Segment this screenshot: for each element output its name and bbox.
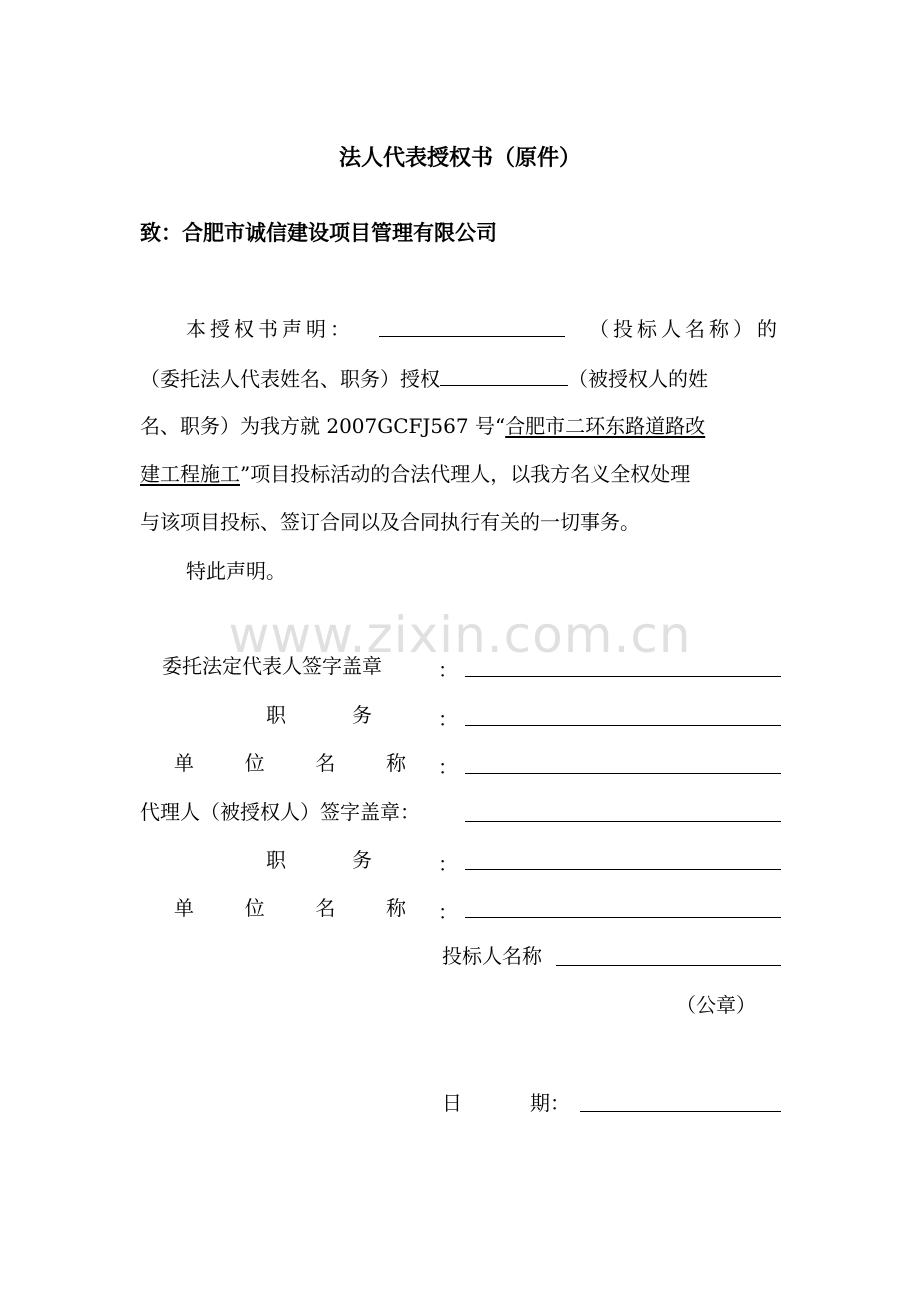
agent-position-line[interactable] — [465, 869, 781, 870]
unit-char: 单 — [174, 751, 194, 775]
agent-signature-line[interactable] — [465, 821, 781, 822]
agent-position-colon: ： — [438, 852, 458, 876]
agent-unit-label — [174, 893, 406, 923]
official-seal-label: （公章） — [676, 993, 756, 1017]
statement-closing: 特此声明。 — [186, 559, 286, 583]
agent-signature-label: 代理人（被授权人）签字盖章： — [140, 800, 420, 824]
bidder-name-hint: （投标人名称）的 — [589, 317, 781, 341]
project-reference: 名、职务）为我方就 2007GCFJ567 号“ — [140, 414, 506, 438]
date-char: 期： — [530, 1091, 570, 1115]
authorized-person-hint: （被授权人的姓 — [568, 367, 708, 391]
principal-hint: （委托法人代表姓名、职务）授权 — [140, 367, 440, 391]
date-label — [442, 1088, 570, 1118]
principal-unit-colon: ： — [438, 755, 458, 779]
principal-position-line[interactable] — [465, 725, 781, 726]
unit-char: 称 — [385, 896, 406, 920]
principal-position-colon: ： — [438, 707, 458, 731]
principal-position-label — [266, 700, 372, 730]
bidder-name-label: 投标人名称 — [442, 944, 542, 968]
date-char: 日 — [442, 1091, 462, 1115]
bidder-name-line[interactable] — [556, 965, 781, 966]
principal-signature-colon: ： — [438, 658, 458, 682]
statement-line-3 — [140, 411, 781, 441]
unit-char: 称 — [385, 751, 406, 775]
position-char: 职 — [266, 703, 286, 727]
unit-char: 单 — [174, 896, 194, 920]
statement-line-4 — [140, 459, 781, 489]
unit-char: 名 — [315, 751, 336, 775]
authorized-person-blank[interactable] — [440, 363, 568, 386]
position-char: 职 — [266, 848, 286, 872]
document-title: 法人代表授权书（原件） — [338, 146, 581, 171]
unit-char: 位 — [244, 896, 265, 920]
principal-unit-label — [174, 748, 406, 778]
statement-line-2 — [140, 363, 781, 394]
addressee: 致：合肥市诚信建设项目管理有限公司 — [140, 221, 497, 245]
statement-scope: ”项目投标活动的合法代理人，以我方名义全权处理 — [240, 462, 691, 486]
unit-char: 名 — [315, 896, 336, 920]
date-line[interactable] — [580, 1111, 781, 1112]
position-char: 务 — [352, 848, 372, 872]
principal-unit-line[interactable] — [465, 773, 781, 774]
project-name-part-1: 合肥市二环东路道路改 — [505, 414, 706, 438]
watermark: www.zixin.com.cn — [228, 606, 692, 664]
statement-intro: 本授权书声明： — [186, 317, 354, 341]
statement-line-1 — [186, 314, 781, 344]
project-name-part-2: 建工程施工 — [140, 462, 240, 486]
principal-signature-label: 委托法定代表人签字盖章 — [162, 654, 382, 678]
bidder-name-blank[interactable] — [379, 314, 565, 337]
agent-unit-line[interactable] — [465, 917, 781, 918]
statement-line-5: 与该项目投标、签订合同以及合同执行有关的一切事务。 — [140, 510, 640, 534]
position-char: 务 — [352, 703, 372, 727]
unit-char: 位 — [244, 751, 265, 775]
principal-signature-line[interactable] — [465, 676, 781, 677]
agent-position-label — [266, 845, 372, 875]
agent-unit-colon: ： — [438, 900, 458, 924]
